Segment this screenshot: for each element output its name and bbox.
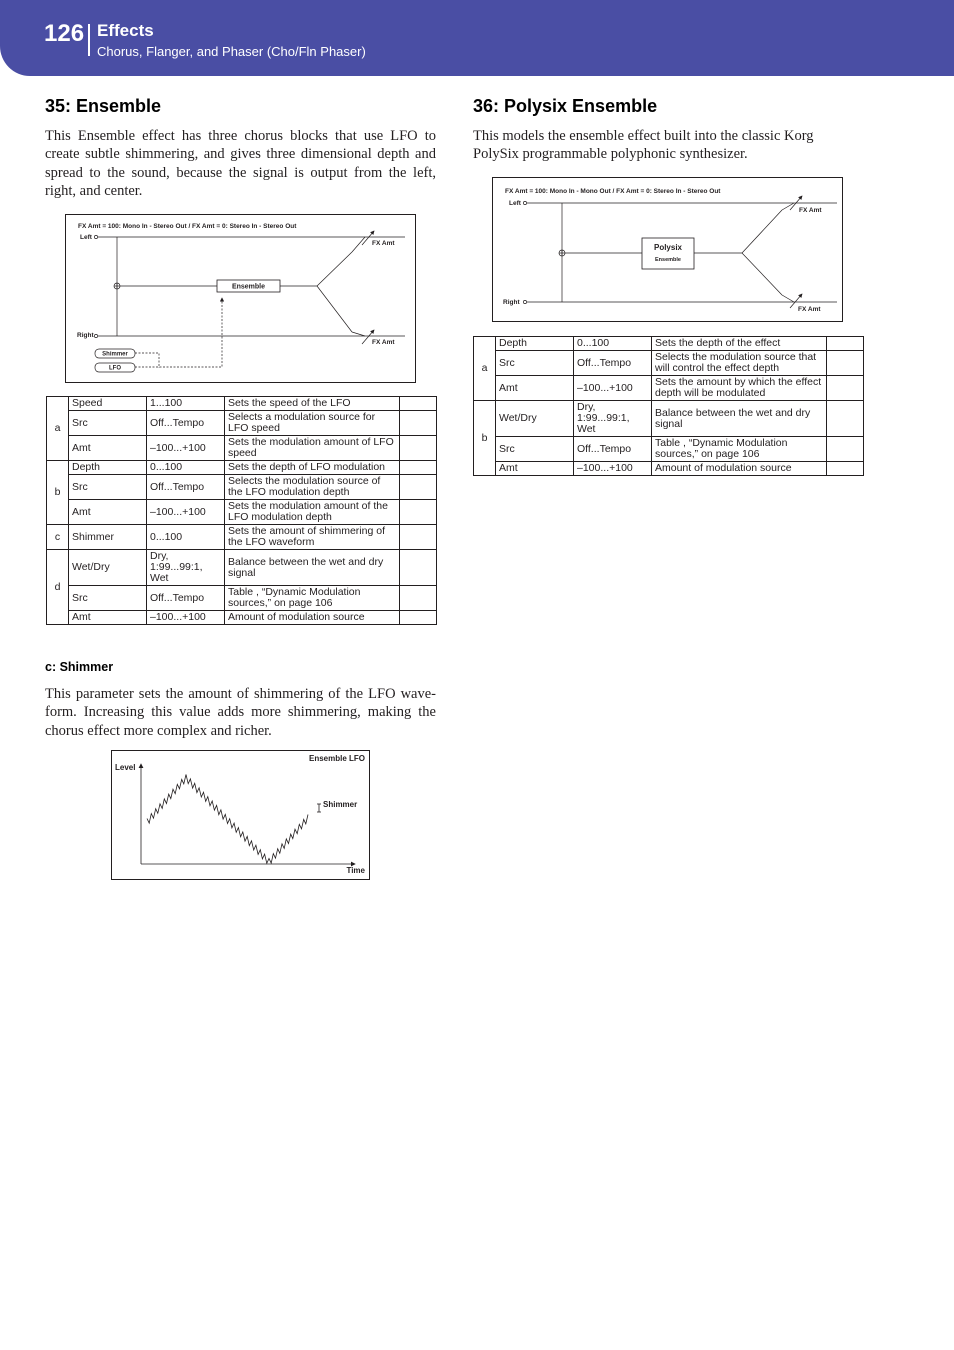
cell-param: Amt bbox=[69, 611, 147, 625]
polysix-heading: 36: Polysix Ensemble bbox=[473, 96, 658, 116]
cell-empty bbox=[827, 376, 864, 401]
cell-desc: Amount of modulation source bbox=[225, 611, 400, 625]
polysix-diagram-top-label: FX Amt = 100: Mono In - Mono Out / FX Amt = 0: Stereo In - Stereo Out bbox=[505, 188, 721, 195]
polysix-fx-amt-bottom: FX Amt bbox=[798, 306, 821, 313]
polysix-right-label: Right bbox=[503, 299, 520, 306]
cell-range: –100...+100 bbox=[147, 436, 225, 461]
cell-empty bbox=[400, 550, 437, 586]
cell-desc: Sets the amount of shimmering of the LFO waveform bbox=[225, 525, 400, 550]
table-row bbox=[47, 397, 437, 411]
table-row bbox=[47, 611, 437, 625]
cell-range: Off...Tempo bbox=[147, 475, 225, 500]
table-row bbox=[47, 550, 437, 586]
cell-desc: Selects a modulation source for LFO speed bbox=[225, 411, 400, 436]
polysix-block-subtitle: Ensemble bbox=[655, 257, 681, 263]
cell-desc: Sets the speed of the LFO bbox=[225, 397, 400, 411]
page-header bbox=[0, 0, 954, 76]
group-label: c bbox=[47, 525, 69, 550]
group-label: b bbox=[474, 401, 496, 476]
cell-param: Amt bbox=[69, 500, 147, 525]
polysix-block-diagram bbox=[492, 177, 843, 322]
page-number: 126 bbox=[44, 20, 85, 47]
cell-range: Off...Tempo bbox=[147, 411, 225, 436]
cell-empty bbox=[400, 461, 437, 475]
cell-range: Off...Tempo bbox=[574, 437, 652, 462]
shimmer-annotation: Shimmer bbox=[323, 800, 358, 809]
cell-param: Src bbox=[69, 586, 147, 611]
table-row bbox=[474, 351, 864, 376]
cell-param: Src bbox=[496, 351, 574, 376]
cell-desc: Sets the amount by which the effect depth will be modulated bbox=[652, 376, 827, 401]
header-divider bbox=[88, 24, 90, 56]
ensemble-block-label: Ensemble bbox=[231, 283, 266, 291]
cell-empty bbox=[827, 337, 864, 351]
ensemble-diagram-top-label: FX Amt = 100: Mono In - Stereo Out / FX Amt = 0: Stereo In - Stereo Out bbox=[78, 223, 297, 230]
cell-range: 0...100 bbox=[574, 337, 652, 351]
group-label: a bbox=[474, 337, 496, 401]
table-row bbox=[474, 462, 864, 476]
cell-desc: Table , “Dynamic Modulation sources,” on page 106 bbox=[652, 437, 827, 462]
cell-empty bbox=[827, 401, 864, 437]
group-label: b bbox=[47, 461, 69, 525]
cell-empty bbox=[400, 397, 437, 411]
ensemble-left-label: Left bbox=[80, 234, 92, 241]
cell-param: Depth bbox=[69, 461, 147, 475]
cell-range: –100...+100 bbox=[147, 500, 225, 525]
group-label: d bbox=[47, 550, 69, 625]
table-row bbox=[47, 436, 437, 461]
cell-param: Src bbox=[69, 411, 147, 436]
cell-range: 0...100 bbox=[147, 461, 225, 475]
group-label: a bbox=[47, 397, 69, 461]
table-row bbox=[474, 376, 864, 401]
ensemble-intro: This Ensemble effect has three chorus blocks that use LFO to create subtle shimmering, and gives three dimensional depth and spread to the sound, because the signal is output from the left, right, and center. bbox=[45, 128, 436, 200]
lfo-block-label: LFO bbox=[109, 365, 121, 372]
ensemble-parameter-table bbox=[46, 396, 437, 625]
table-row bbox=[47, 461, 437, 475]
shimmer-subheading: c: Shimmer bbox=[45, 660, 114, 674]
cell-range: Dry, 1:99...99:1, Wet bbox=[574, 401, 652, 437]
cell-desc: Sets the modulation amount of LFO speed bbox=[225, 436, 400, 461]
cell-desc: Selects the modulation source of the LFO modulation depth bbox=[225, 475, 400, 500]
cell-empty bbox=[827, 351, 864, 376]
polysix-parameter-table bbox=[473, 336, 864, 476]
cell-param: Shimmer bbox=[69, 525, 147, 550]
cell-param: Amt bbox=[496, 462, 574, 476]
cell-desc: Sets the depth of the effect bbox=[652, 337, 827, 351]
ensemble-heading: 35: Ensemble bbox=[45, 96, 162, 116]
table-row bbox=[474, 401, 864, 437]
table-row bbox=[47, 500, 437, 525]
table-row bbox=[47, 525, 437, 550]
cell-param: Amt bbox=[69, 436, 147, 461]
cell-empty bbox=[400, 586, 437, 611]
cell-desc: Balance between the wet and dry signal bbox=[652, 401, 827, 437]
cell-desc: Balance between the wet and dry signal bbox=[225, 550, 400, 586]
cell-range: Dry, 1:99...99:1, Wet bbox=[147, 550, 225, 586]
table-row bbox=[474, 437, 864, 462]
polysix-left-label: Left bbox=[509, 200, 521, 207]
cell-range: –100...+100 bbox=[574, 376, 652, 401]
table-row bbox=[47, 586, 437, 611]
cell-range: 1...100 bbox=[147, 397, 225, 411]
cell-range: –100...+100 bbox=[147, 611, 225, 625]
cell-desc: Sets the modulation amount of the LFO modulation depth bbox=[225, 500, 400, 525]
cell-param: Src bbox=[69, 475, 147, 500]
table-row bbox=[47, 411, 437, 436]
cell-empty bbox=[827, 437, 864, 462]
polysix-block-title: Polysix bbox=[653, 243, 683, 252]
cell-desc: Sets the depth of LFO modulation bbox=[225, 461, 400, 475]
lfo-graph-x-label: Time bbox=[346, 866, 365, 875]
section-subtitle: Chorus, Flanger, and Phaser (Cho/Fln Phaser) bbox=[97, 44, 366, 59]
ensemble-right-label: Right bbox=[77, 332, 94, 339]
cell-empty bbox=[400, 525, 437, 550]
cell-empty bbox=[400, 436, 437, 461]
ensemble-lfo-graph bbox=[111, 750, 370, 880]
cell-desc: Table , “Dynamic Modulation sources,” on page 106 bbox=[225, 586, 400, 611]
cell-empty bbox=[400, 411, 437, 436]
cell-range: –100...+100 bbox=[574, 462, 652, 476]
cell-param: Depth bbox=[496, 337, 574, 351]
table-row bbox=[47, 475, 437, 500]
cell-empty bbox=[827, 462, 864, 476]
ensemble-fx-amt-top: FX Amt bbox=[372, 240, 395, 247]
cell-empty bbox=[400, 500, 437, 525]
cell-desc: Amount of modulation source bbox=[652, 462, 827, 476]
shimmer-description: This parameter sets the amount of shimmering of the LFO wave-form. Increasing this value adds more shimmering, making the chorus effect more complex and richer. bbox=[45, 686, 436, 739]
cell-desc: Selects the modulation source that will control the effect depth bbox=[652, 351, 827, 376]
cell-param: Speed bbox=[69, 397, 147, 411]
polysix-intro: This models the ensemble effect built into the classic Korg PolySix programmable polyphonic synthesizer. bbox=[473, 128, 814, 163]
cell-range: Off...Tempo bbox=[147, 586, 225, 611]
cell-param: Amt bbox=[496, 376, 574, 401]
cell-empty bbox=[400, 475, 437, 500]
shimmer-block-label: Shimmer bbox=[102, 351, 128, 358]
lfo-graph-title: Ensemble LFO bbox=[308, 754, 365, 763]
cell-param: Wet/Dry bbox=[496, 401, 574, 437]
ensemble-fx-amt-bottom: FX Amt bbox=[372, 339, 395, 346]
cell-param: Src bbox=[496, 437, 574, 462]
cell-range: Off...Tempo bbox=[574, 351, 652, 376]
cell-range: 0...100 bbox=[147, 525, 225, 550]
ensemble-block-diagram bbox=[65, 214, 416, 383]
cell-param: Wet/Dry bbox=[69, 550, 147, 586]
table-row bbox=[474, 337, 864, 351]
cell-empty bbox=[400, 611, 437, 625]
polysix-fx-amt-top: FX Amt bbox=[799, 207, 822, 214]
lfo-graph-y-label: Level bbox=[115, 763, 136, 772]
chapter-title: Effects bbox=[97, 21, 154, 40]
